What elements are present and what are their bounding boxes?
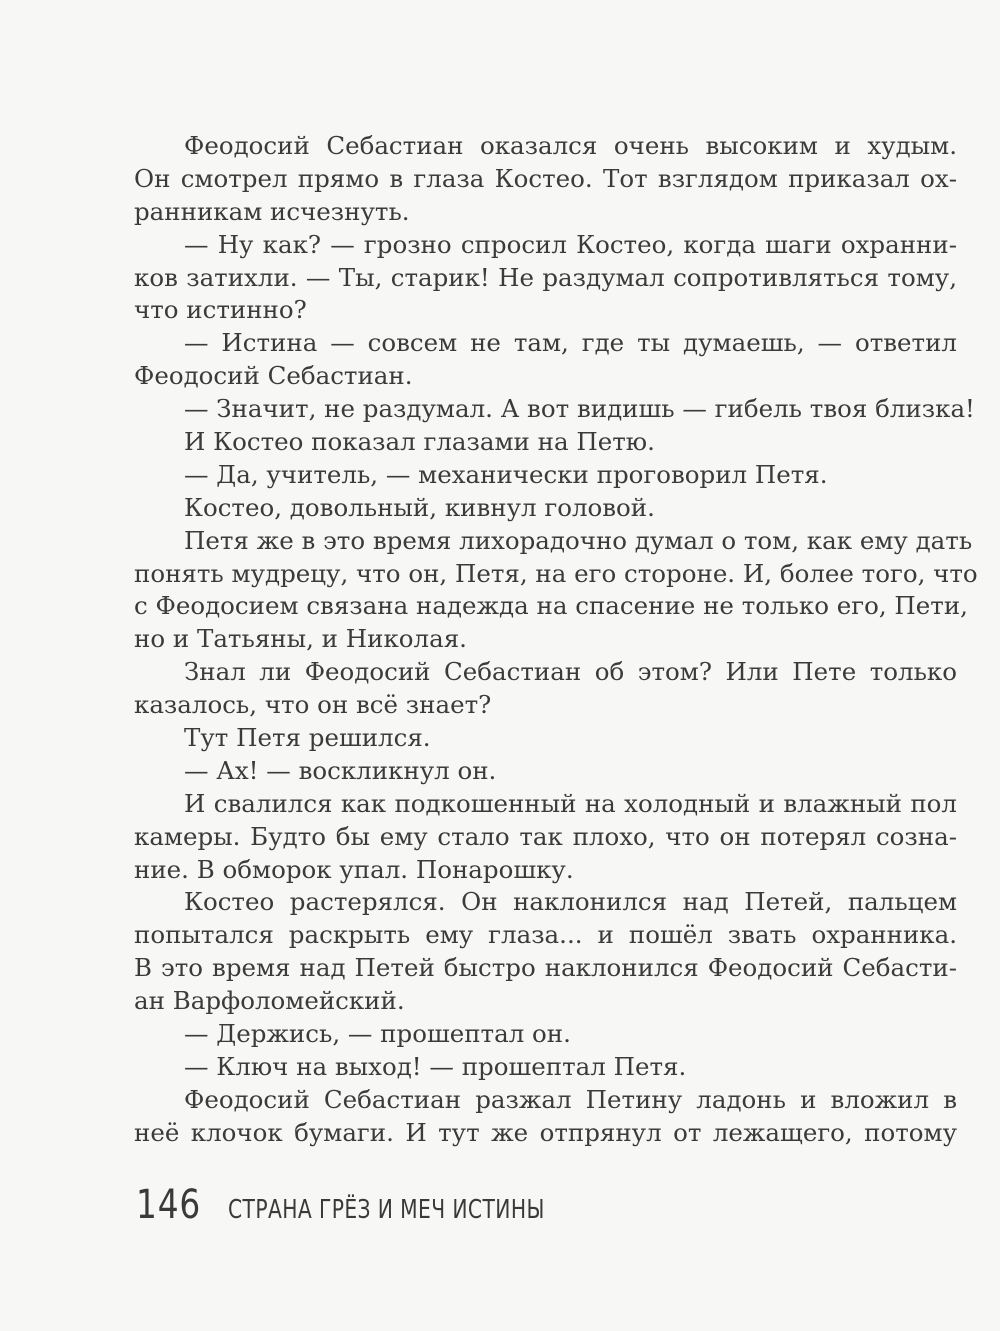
text-line: ан Варфоломейский.: [134, 986, 405, 1016]
text-line: что истинно?: [134, 295, 307, 325]
text-line: камеры. Будто бы ему стало так плохо, что он потерял созна-: [134, 821, 957, 851]
text-line: — Ключ на выход! — прошептал Петя.: [184, 1051, 687, 1081]
text-line: Он смотрел прямо в глаза Костео. Тот взглядом приказал ох-: [134, 163, 957, 193]
text-line: Тут Петя решился.: [184, 723, 431, 753]
text-line: Костео, довольный, кивнул головой.: [184, 492, 655, 522]
body-text: [134, 130, 978, 1150]
text-line: — Значит, не раздумал. А вот видишь — гибель твоя близка!: [184, 394, 975, 424]
text-line: Феодосий Себастиан.: [134, 361, 413, 391]
text-line: — Держись, — прошептал он.: [184, 1019, 571, 1049]
text-line: с Феодосием связана надежда на спасение не только его, Пети,: [134, 591, 968, 621]
text-line: — Да, учитель, — механически проговорил Петя.: [184, 459, 828, 489]
text-line: неё клочок бумаги. И тут же отпрянул от лежащего, потому: [134, 1117, 957, 1147]
text-line: — Ах! — воскликнул он.: [184, 755, 497, 785]
text-line: ние. В обморок упал. Понарошку.: [134, 854, 574, 884]
text-line: — Ну как? — грозно спросил Костео, когда шаги охранни-: [184, 229, 957, 259]
text-line: И свалился как подкошенный на холодный и влажный пол: [184, 788, 957, 818]
text-line: ранникам исчезнуть.: [134, 196, 410, 226]
text-line: но и Татьяны, и Николая.: [134, 624, 467, 654]
page-number: 146: [136, 1182, 202, 1228]
running-title: СТРАНА ГРЁЗ И МЕЧ ИСТИНЫ: [228, 1195, 545, 1225]
text-line: Костео растерялся. Он наклонился над Петей, пальцем: [184, 887, 957, 917]
page-footer: [136, 1182, 634, 1238]
text-line: Знал ли Феодосий Себастиан об этом? Или Пете только: [184, 657, 957, 687]
text-line: И Костео показал глазами на Петю.: [184, 427, 655, 457]
text-line: Петя же в это время лихорадочно думал о том, как ему дать: [184, 525, 973, 555]
text-line: понять мудрецу, что он, Петя, на его стороне. И, более того, что: [134, 558, 978, 588]
text-line: Феодосий Себастиан оказался очень высоким и худым.: [184, 131, 957, 160]
text-line: ков затихли. — Ты, старик! Не раздумал сопротивляться тому,: [134, 262, 957, 292]
text-line: Феодосий Себастиан разжал Петину ладонь и вложил в: [184, 1084, 957, 1114]
text-line: казалось, что он всё знает?: [134, 690, 492, 720]
text-line: В это время над Петей быстро наклонился Феодосий Себасти-: [134, 953, 957, 983]
text-line: попытался раскрыть ему глаза... и пошёл звать охранника.: [134, 920, 957, 950]
text-line: — Истина — совсем не там, где ты думаешь, — ответил: [184, 328, 957, 358]
